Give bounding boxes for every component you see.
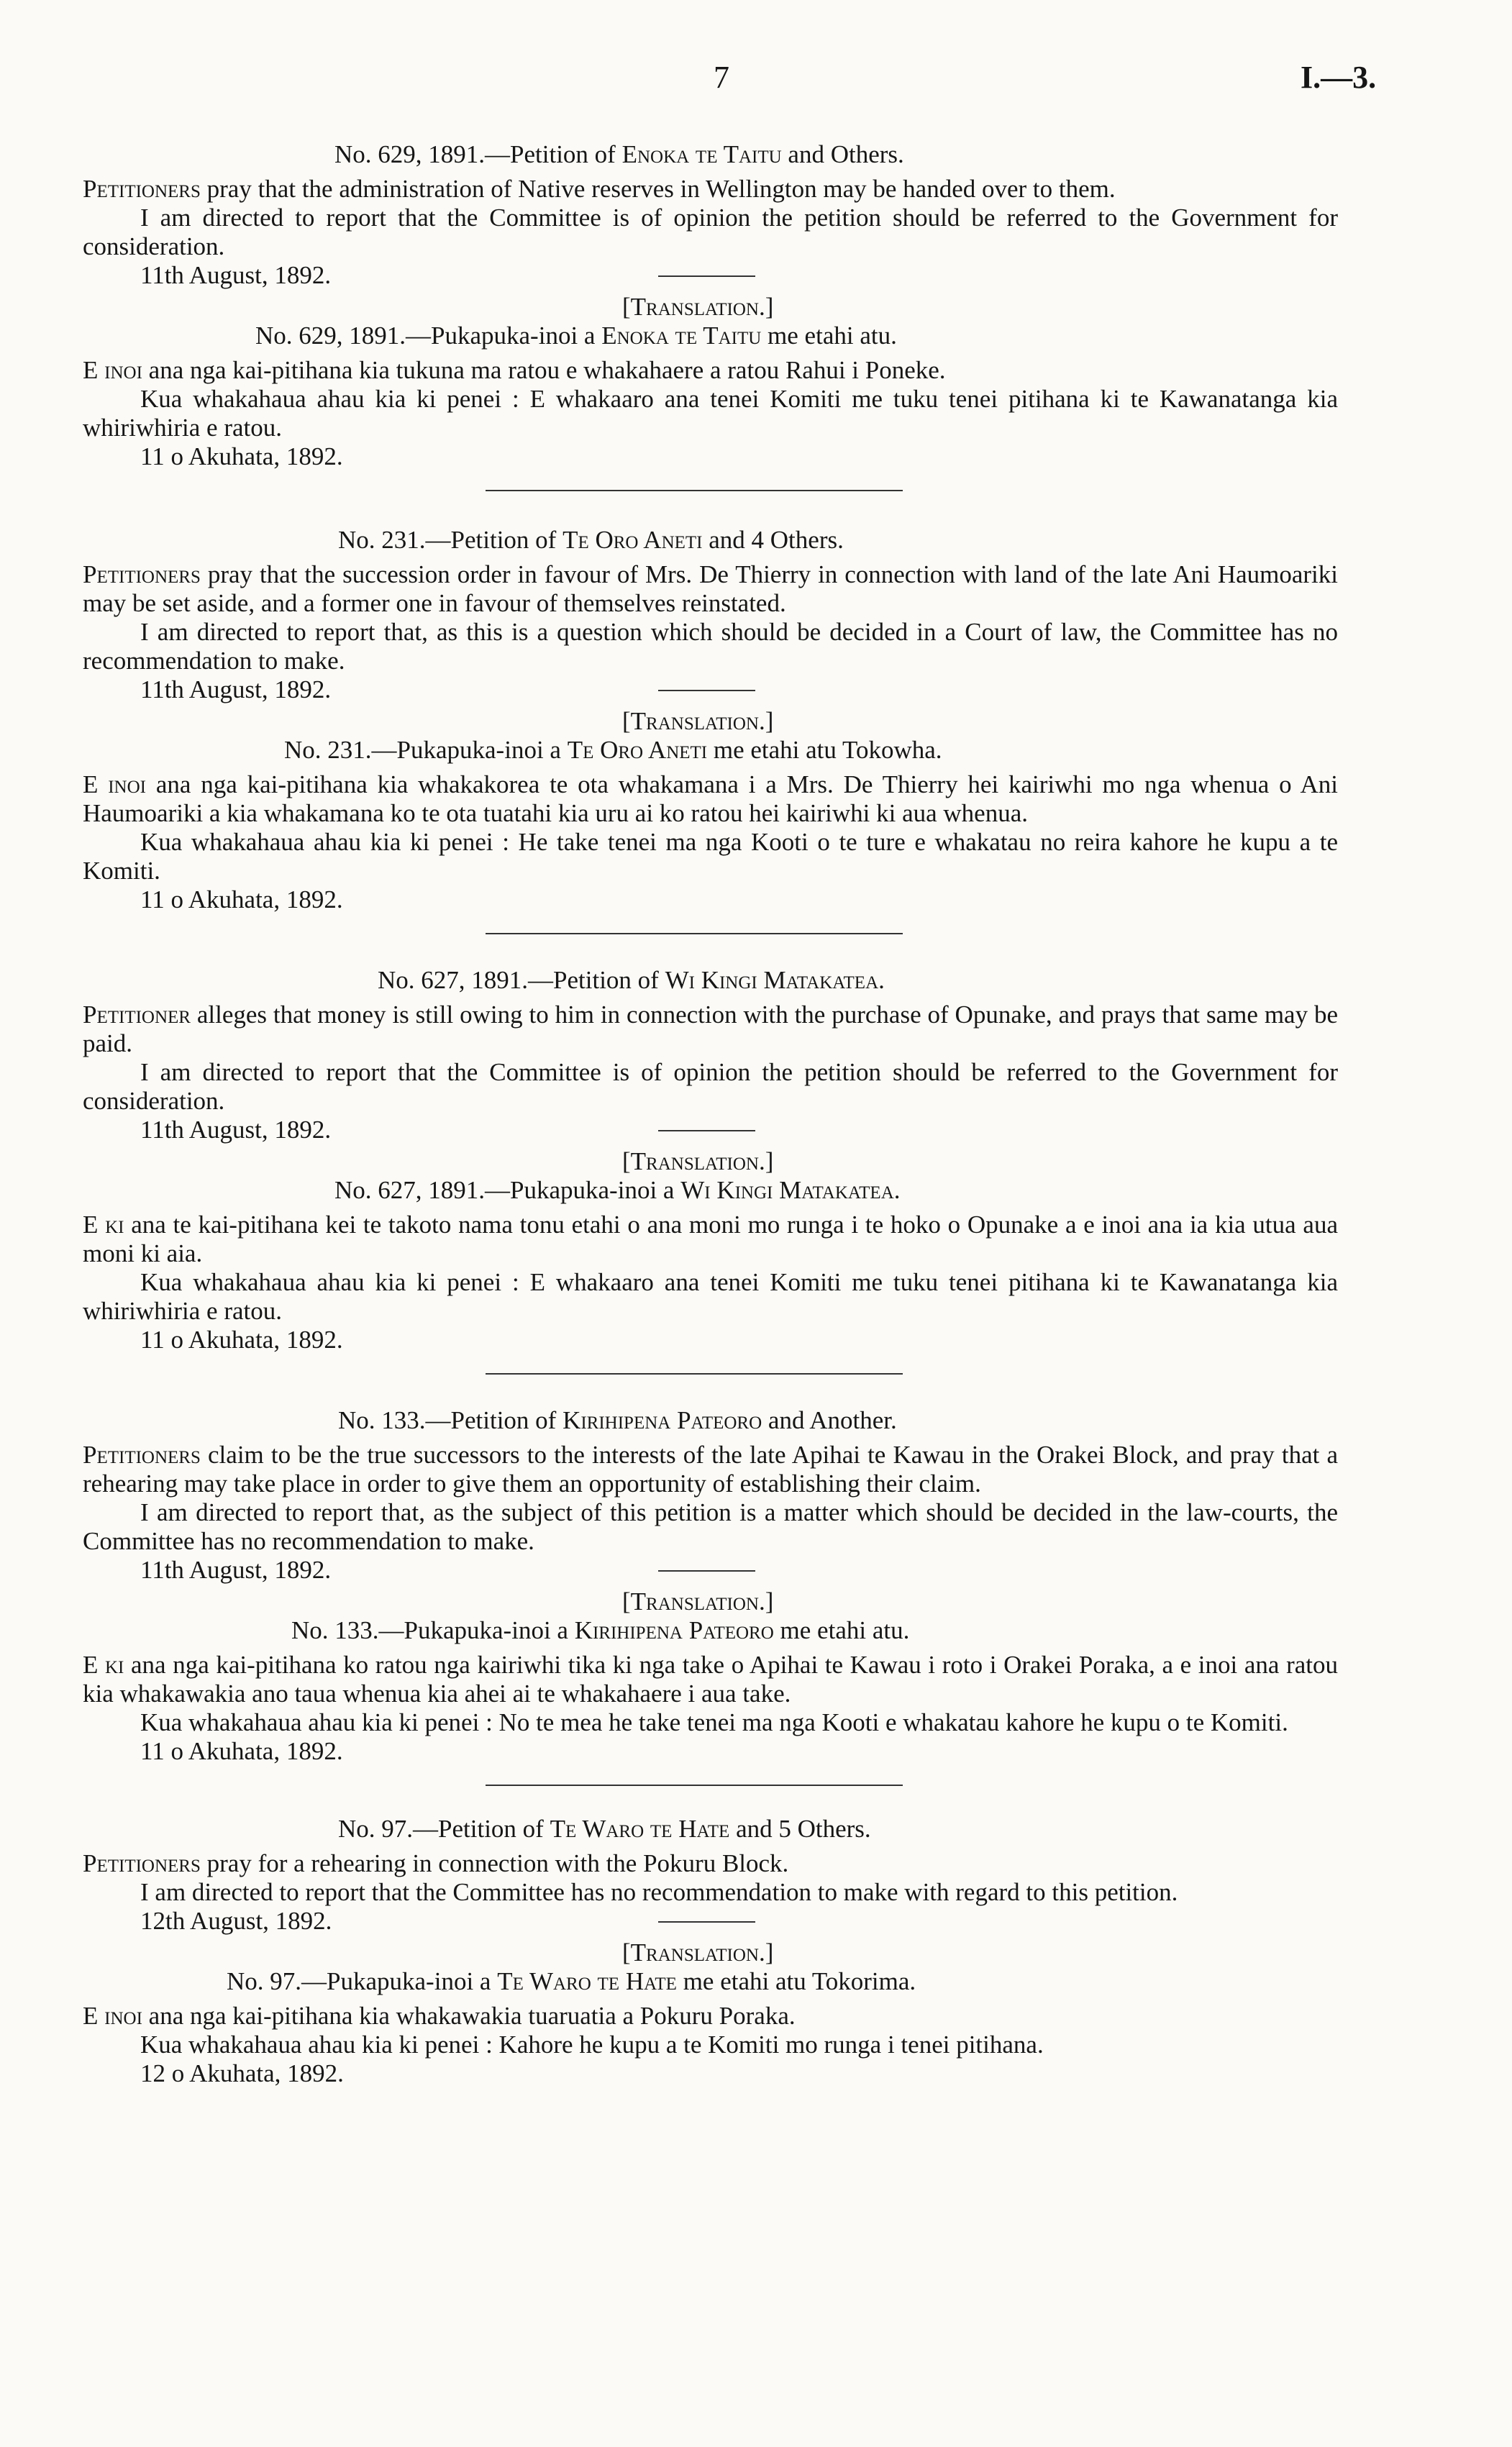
petition-section — [83, 933, 1338, 1354]
heading-prefix: No. 97.—Pukapuka-inoi a — [227, 1967, 498, 1995]
translation-label: [Translation.] — [622, 1938, 774, 1967]
heading-suffix: and 4 Others. — [702, 526, 844, 554]
petitioners-lead: Petitioner — [83, 1001, 191, 1029]
translation-label: [Translation.] — [622, 707, 774, 735]
short-rule — [658, 1921, 755, 1923]
short-rule — [658, 275, 755, 277]
petition-heading — [83, 1406, 1338, 1435]
petitioners-lead: Petitioners — [83, 560, 201, 588]
petition-section — [83, 490, 1338, 914]
translation-text — [83, 1651, 1338, 1708]
petition-text — [83, 1849, 1338, 1878]
heading-prefix: No. 629, 1891.—Pukapuka-inoi a — [255, 322, 602, 350]
translation-text — [83, 356, 1338, 385]
petition-body: pray that the administration of Native reserves in Wellington may be handed over to them. — [200, 175, 1116, 203]
translation-label: [Translation.] — [622, 1147, 774, 1175]
heading-prefix: No. 627, 1891.—Petition of — [378, 966, 665, 994]
lead-initial: E — [83, 1211, 106, 1239]
petition-section — [83, 1785, 1338, 2088]
petition-text — [83, 560, 1338, 618]
translation-date: 11 o Akuhata, 1892. — [140, 442, 343, 470]
report-date — [83, 675, 1338, 704]
petitioner-name: Te Oro Aneti — [567, 736, 708, 764]
petitioner-name: Wi Kingi Matakatea — [665, 966, 879, 994]
heading-suffix: me etahi atu. — [761, 322, 897, 350]
petitioner-name: Te Waro te Hate — [550, 1815, 730, 1843]
translation-date: 11 o Akuhata, 1892. — [140, 885, 343, 913]
committee-report: I am directed to report that the Committee is of opinion the petition should be referred to the Government for consideration. — [83, 1058, 1338, 1115]
report-date-text: 12th August, 1892. — [140, 1907, 332, 1935]
report-date — [83, 1556, 1338, 1585]
translation-report: Kua whakahaua ahau kia ki penei : No te mea he take tenei ma nga Kooti e whakatau kahore he kupu o te Komiti. — [140, 1708, 1288, 1736]
heading-prefix: No. 97.—Petition of — [338, 1815, 550, 1843]
committee-report: I am directed to report that the Committee has no recommendation to make with regard to this petition. — [140, 1878, 1178, 1906]
report-date — [83, 1907, 1338, 1936]
short-rule — [658, 690, 755, 691]
heading-prefix: No. 133.—Petition of — [338, 1406, 563, 1434]
translation-report: Kua whakahaua ahau kia ki penei : E whakaaro ana tenei Komiti me tuku tenei pitihana ki te Kawanatanga kia whiriwhiria e ratou. — [83, 1268, 1338, 1325]
heading-suffix: me etahi atu. — [773, 1616, 910, 1644]
translation-heading — [83, 322, 1338, 350]
heading-prefix: No. 629, 1891.—Petition of — [334, 140, 622, 168]
lead-initial: E — [83, 1651, 105, 1679]
lead-word: inoi — [104, 356, 142, 384]
petition-heading — [83, 966, 1338, 995]
petition-heading — [83, 1815, 1338, 1844]
translation-date: 11 o Akuhata, 1892. — [140, 1326, 343, 1354]
committee-report: I am directed to report that, as this is a question which should be decided in a Court of law, the Committee has no recommendation to make. — [83, 618, 1338, 675]
petition-body: claim to be the true successors to the interests of the late Apihai te Kawau in the Orakei Block, and pray that a rehearing may take place in order to give them an opportunity of establishing their claim. — [83, 1441, 1338, 1498]
translation-label: [Translation.] — [622, 293, 774, 321]
section-divider — [486, 1785, 903, 1786]
committee-report: I am directed to report that, as the subject of this petition is a matter which should be decided in the law-courts, the Committee has no recommendation to make. — [83, 1498, 1338, 1555]
heading-prefix: No. 627, 1891.—Pukapuka-inoi a — [334, 1176, 681, 1204]
petition-body: pray for a rehearing in connection with the Pokuru Block. — [200, 1849, 789, 1877]
petitioners-lead: Petitioners — [83, 1849, 201, 1877]
petitioner-name: Te Oro Aneti — [563, 526, 703, 554]
heading-suffix: . — [878, 966, 885, 994]
translation-heading — [83, 1616, 1338, 1645]
heading-suffix: me etahi atu Tokowha. — [707, 736, 942, 764]
petitioners-lead: Petitioners — [83, 1441, 201, 1469]
report-date — [83, 1116, 1338, 1144]
heading-prefix: No. 133.—Pukapuka-inoi a — [291, 1616, 575, 1644]
petition-heading — [83, 140, 1338, 169]
petitioner-name: Wi Kingi Matakatea — [680, 1176, 894, 1204]
petition-body: alleges that money is still owing to him in connection with the purchase of Opunake, and prays that same may be paid. — [83, 1001, 1338, 1057]
heading-prefix: No. 231.—Petition of — [338, 526, 563, 554]
petitioner-name: Kirihipena Pateoro — [574, 1616, 774, 1644]
translation-body: ana nga kai-pitihana kia whakakorea te ota whakamana i a Mrs. De Thierry hei kairiwhi mo nga whenua o Ani Haumoariki a kia whakamana ko te ota tuatahi kia uru ai ko ratou hei kairiwhi ki aua whenua. — [83, 770, 1338, 827]
heading-prefix: No. 231.—Pukapuka-inoi a — [284, 736, 568, 764]
translation-body: ana nga kai-pitihana kia tukuna ma ratou e whakahaere a ratou Rahui i Poneke. — [142, 356, 946, 384]
translation-heading — [83, 736, 1338, 765]
page-number: 7 — [714, 60, 729, 95]
petition-text — [83, 1441, 1338, 1498]
petitions-body — [83, 140, 1338, 2088]
lead-initial: E — [83, 356, 105, 384]
short-rule — [658, 1570, 755, 1572]
document-reference: I.—3. — [1301, 60, 1377, 95]
lead-word: inoi — [104, 2002, 142, 2030]
translation-report: Kua whakahaua ahau kia ki penei : He take tenei ma nga Kooti o te ture e whakatau no reira kahore he kupu a te Komiti. — [83, 828, 1338, 885]
report-date — [83, 261, 1338, 290]
petition-text — [83, 1001, 1338, 1058]
section-divider — [486, 490, 903, 491]
petition-section — [83, 140, 1338, 471]
committee-report: I am directed to report that the Committee is of opinion the petition should be referred to the Government for consideration. — [83, 204, 1338, 260]
report-date-text: 11th August, 1892. — [140, 261, 332, 289]
petition-heading — [83, 526, 1338, 555]
translation-body: ana nga kai-pitihana kia whakawakia tuaruatia a Pokuru Poraka. — [142, 2002, 796, 2030]
petition-section — [83, 1373, 1338, 1766]
translation-report: Kua whakahaua ahau kia ki penei : E whakaaro ana tenei Komiti me tuku tenei pitihana ki te Kawanatanga kia whiriwhiria e ratou. — [83, 385, 1338, 442]
petition-body: pray that the succession order in favour of Mrs. De Thierry in connection with land of the late Ani Haumoariki may be set aside, and a former one in favour of themselves reinstated. — [83, 560, 1338, 617]
report-date-text: 11th August, 1892. — [140, 675, 332, 703]
lead-initial: E — [83, 2002, 105, 2030]
translation-text — [83, 770, 1338, 828]
section-divider — [486, 933, 903, 934]
translation-heading — [83, 1967, 1338, 1996]
report-date-text: 11th August, 1892. — [140, 1116, 332, 1144]
translation-body: ana nga kai-pitihana ko ratou nga kairiwhi tika ki nga take o Apihai te Kawau i roto i Orakei Poraka, a e inoi ana ratou kia whakawakia ano taua whenua kia ahei ai te whakahaere i aua take. — [83, 1651, 1338, 1708]
heading-suffix: and 5 Others. — [729, 1815, 871, 1843]
petitioner-name: Te Waro te Hate — [497, 1967, 677, 1995]
heading-suffix: me etahi atu Tokorima. — [676, 1967, 916, 1995]
petitioner-name: Enoka te Taitu — [621, 140, 782, 168]
section-divider — [486, 1373, 903, 1375]
petition-text — [83, 175, 1338, 204]
lead-word: ki — [105, 1651, 124, 1679]
lead-initial: E — [83, 770, 109, 798]
translation-body: ana te kai-pitihana kei te takoto nama tonu etahi o ana moni mo runga i te hoko o Opunake a e inoi ana ia kia utua aua moni ki aia. — [83, 1211, 1338, 1267]
petitioner-name: Enoka te Taitu — [601, 322, 762, 350]
translation-text — [83, 1211, 1338, 1268]
heading-suffix: . — [893, 1176, 901, 1204]
heading-suffix: and Others. — [781, 140, 904, 168]
heading-suffix: and Another. — [762, 1406, 897, 1434]
petitioner-name: Kirihipena Pateoro — [563, 1406, 762, 1434]
short-rule — [658, 1130, 755, 1131]
translation-date: 12 o Akuhata, 1892. — [140, 2059, 344, 2087]
translation-label: [Translation.] — [622, 1587, 774, 1616]
translation-date: 11 o Akuhata, 1892. — [140, 1737, 343, 1765]
lead-word: inoi — [108, 770, 146, 798]
translation-text — [83, 2002, 1338, 2031]
translation-report: Kua whakahaua ahau kia ki penei : Kahore he kupu a te Komiti mo runga i tenei pitihana. — [140, 2031, 1044, 2059]
report-date-text: 11th August, 1892. — [140, 1556, 332, 1584]
lead-word: ki — [105, 1211, 124, 1239]
translation-heading — [83, 1176, 1338, 1205]
petitioners-lead: Petitioners — [83, 175, 201, 203]
